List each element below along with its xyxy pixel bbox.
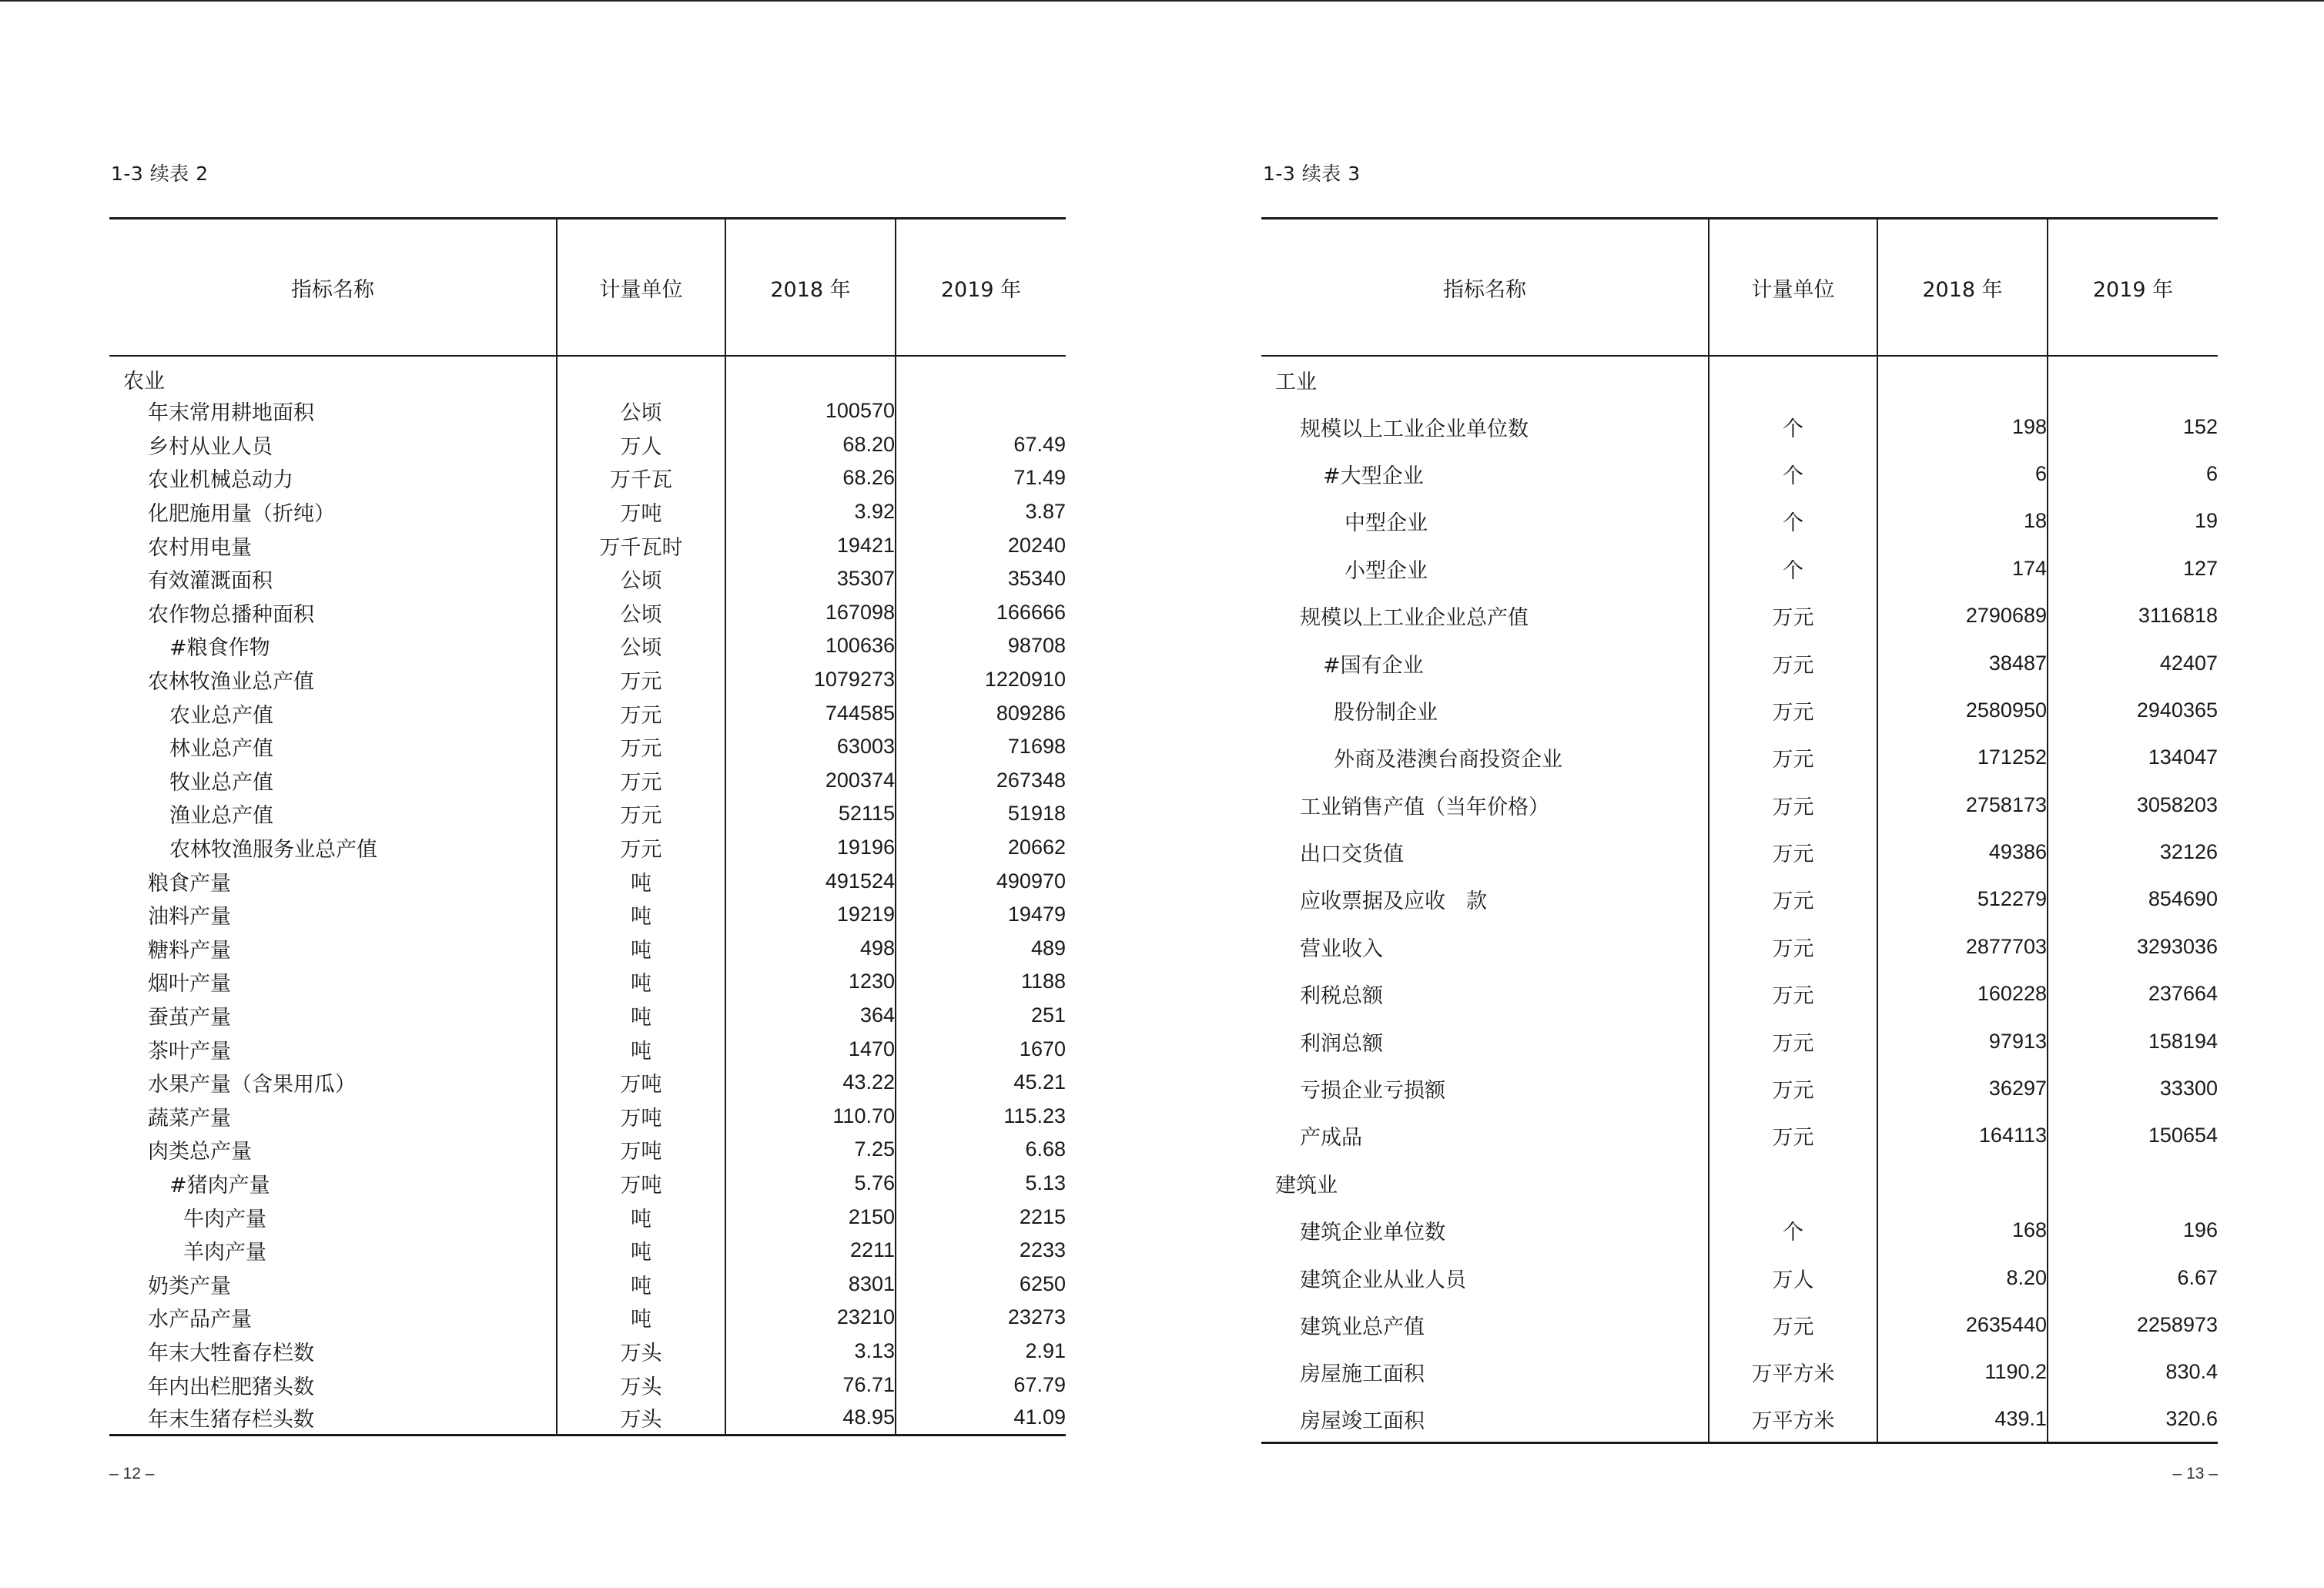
table-row xyxy=(109,1234,1066,1268)
value-2019: 3116818 xyxy=(2048,592,2218,639)
indicator-name: 年末常用耕地面积 xyxy=(148,401,314,426)
unit-cell: 万元 xyxy=(1709,1065,1877,1112)
table-row xyxy=(109,1099,1066,1133)
indicator-name: 出口交货值 xyxy=(1300,843,1404,867)
value-2019: 320.6 xyxy=(2048,1396,2218,1443)
value-2018: 2758173 xyxy=(1877,782,2048,829)
value-2019: 854690 xyxy=(2048,876,2218,923)
table-row xyxy=(109,864,1066,898)
unit-cell: 万吨 xyxy=(557,1167,725,1201)
value-2018: 68.20 xyxy=(725,428,896,462)
unit-cell: 万元 xyxy=(557,764,725,798)
table-row xyxy=(109,528,1066,562)
table-row xyxy=(1261,876,2218,923)
table-row xyxy=(109,495,1066,529)
indicator-name: 应收票据及应收 款 xyxy=(1300,889,1487,914)
value-2019: 2940365 xyxy=(2048,687,2218,734)
indicator-name: 茶叶产量 xyxy=(148,1039,231,1064)
table-row xyxy=(1261,1065,2218,1112)
unit-cell: 万吨 xyxy=(557,1133,725,1167)
unit-cell: 万元 xyxy=(1709,1112,1877,1159)
unit-cell: 个 xyxy=(1709,403,1877,450)
value-2018: 439.1 xyxy=(1877,1396,2048,1443)
indicator-name: 利税总额 xyxy=(1300,984,1383,1009)
table-row xyxy=(1261,923,2218,970)
header-year-2018: 2018 年 xyxy=(725,219,896,357)
value-2019: 1220910 xyxy=(896,663,1066,697)
table-row xyxy=(109,428,1066,462)
unit-cell: 吨 xyxy=(557,1267,725,1301)
indicator-name: 小型企业 xyxy=(1345,558,1428,583)
header-row xyxy=(1261,219,2218,357)
value-2018: 744585 xyxy=(725,696,896,730)
table-row xyxy=(1261,734,2218,781)
table-row xyxy=(109,1267,1066,1301)
value-2019: 115.23 xyxy=(896,1099,1066,1133)
value-2018: 7.25 xyxy=(725,1133,896,1167)
value-2019: 20662 xyxy=(896,831,1066,865)
value-2018: 68.26 xyxy=(725,461,896,495)
indicator-name: 中型企业 xyxy=(1345,511,1428,536)
indicator-name: 农林牧渔业总产值 xyxy=(148,670,314,695)
value-2019: 45.21 xyxy=(896,1066,1066,1100)
value-2018: 19196 xyxy=(725,831,896,865)
indicator-name: 牛肉产量 xyxy=(183,1207,266,1231)
unit-cell: 万元 xyxy=(1709,1302,1877,1348)
value-2018: 2150 xyxy=(725,1200,896,1234)
value-2019: 152 xyxy=(2048,403,2218,450)
unit-cell: 万元 xyxy=(557,797,725,831)
value-2019: 489 xyxy=(896,932,1066,966)
unit-cell: 万人 xyxy=(557,428,725,462)
indicator-name: 水产品产量 xyxy=(148,1308,252,1332)
indicator-name: 股份制企业 xyxy=(1334,700,1438,725)
header-indicator: 指标名称 xyxy=(109,219,557,357)
table-row xyxy=(109,999,1066,1033)
value-2018: 48.95 xyxy=(725,1402,896,1436)
unit-cell: 万元 xyxy=(1709,1017,1877,1064)
value-2018: 97913 xyxy=(1877,1017,2048,1064)
value-2019: 6 xyxy=(2048,451,2218,498)
table-row xyxy=(1261,1348,2218,1395)
indicator-name: 亏损企业亏损额 xyxy=(1300,1079,1445,1104)
unit-cell: 万头 xyxy=(557,1335,725,1369)
indicator-name: 农业机械总动力 xyxy=(148,468,293,493)
value-2019: 23273 xyxy=(896,1301,1066,1335)
indicator-name: 建筑企业从业人员 xyxy=(1300,1268,1466,1292)
stats-table xyxy=(109,217,1066,1436)
value-2019: 67.49 xyxy=(896,428,1066,462)
unit-cell: 万千瓦时 xyxy=(557,528,725,562)
value-2019: 2233 xyxy=(896,1234,1066,1268)
indicator-name: 乡村从业人员 xyxy=(148,434,273,459)
table-row xyxy=(1261,1017,2218,1064)
value-2018 xyxy=(725,356,896,394)
value-2018: 2211 xyxy=(725,1234,896,1268)
value-2018: 5.76 xyxy=(725,1167,896,1201)
top-rule xyxy=(0,0,2324,2)
indicator-name: 粮食产量 xyxy=(148,871,231,896)
value-2018: 1079273 xyxy=(725,663,896,697)
value-2018: 160228 xyxy=(1877,970,2048,1017)
value-2018: 43.22 xyxy=(725,1066,896,1100)
value-2018: 76.71 xyxy=(725,1368,896,1402)
indicator-name: 烟叶产量 xyxy=(148,972,231,997)
indicator-name: 年末生猪存栏头数 xyxy=(148,1408,314,1432)
value-2019: 166666 xyxy=(896,596,1066,630)
unit-cell xyxy=(557,356,725,394)
unit-cell: 吨 xyxy=(557,864,725,898)
unit-cell: 公顷 xyxy=(557,562,725,596)
unit-cell: 万元 xyxy=(557,730,725,764)
unit-cell: 万千瓦 xyxy=(557,461,725,495)
indicator-name: 产成品 xyxy=(1300,1126,1362,1151)
unit-cell: 万平方米 xyxy=(1709,1396,1877,1443)
indicator-name: 利润总额 xyxy=(1300,1031,1383,1056)
indicator-name: 建筑业 xyxy=(1275,1173,1338,1198)
unit-cell: 吨 xyxy=(557,1200,725,1234)
header-unit: 计量单位 xyxy=(1709,219,1877,357)
indicator-name: #猪肉产量 xyxy=(169,1173,270,1198)
table-row xyxy=(1261,1160,2218,1207)
value-2018: 18 xyxy=(1877,498,2048,544)
indicator-name: 农村用电量 xyxy=(148,535,252,560)
table-row xyxy=(109,1133,1066,1167)
indicator-name: 年内出栏肥猪头数 xyxy=(148,1375,314,1399)
value-2019 xyxy=(896,394,1066,428)
indicator-name: 渔业总产值 xyxy=(169,804,273,829)
unit-cell: 万吨 xyxy=(557,495,725,529)
table-title: 1-3 续表 3 xyxy=(1263,162,1361,185)
value-2019: 20240 xyxy=(896,528,1066,562)
value-2018: 498 xyxy=(725,932,896,966)
table-row xyxy=(109,1167,1066,1201)
value-2018: 8.20 xyxy=(1877,1254,2048,1301)
value-2018: 167098 xyxy=(725,596,896,630)
table-row xyxy=(109,1301,1066,1335)
header-year-2018: 2018 年 xyxy=(1877,219,2048,357)
value-2019: 158194 xyxy=(2048,1017,2218,1064)
indicator-name: 奶类产量 xyxy=(148,1274,231,1298)
indicator-name: 外商及港澳台商投资企业 xyxy=(1334,748,1562,772)
value-2018: 491524 xyxy=(725,864,896,898)
value-2018: 2790689 xyxy=(1877,592,2048,639)
table-row xyxy=(109,831,1066,865)
value-2019: 67.79 xyxy=(896,1368,1066,1402)
table-row xyxy=(1261,1396,2218,1443)
unit-cell: 万头 xyxy=(557,1368,725,1402)
table-row xyxy=(109,596,1066,630)
value-2019: 490970 xyxy=(896,864,1066,898)
indicator-name: 林业总产值 xyxy=(169,737,273,762)
value-2019: 196 xyxy=(2048,1207,2218,1254)
indicator-name: 年末大牲畜存栏数 xyxy=(148,1341,314,1365)
indicator-name: 肉类总产量 xyxy=(148,1140,252,1164)
table-row xyxy=(109,1335,1066,1369)
value-2018: 63003 xyxy=(725,730,896,764)
header-indicator: 指标名称 xyxy=(1261,219,1709,357)
table-row xyxy=(1261,782,2218,829)
header-year-2019: 2019 年 xyxy=(896,219,1066,357)
table-row xyxy=(109,898,1066,932)
unit-cell: 万元 xyxy=(1709,876,1877,923)
value-2019: 3293036 xyxy=(2048,923,2218,970)
table-title: 1-3 续表 2 xyxy=(111,162,209,185)
value-2019: 5.13 xyxy=(896,1167,1066,1201)
unit-cell: 吨 xyxy=(557,898,725,932)
indicator-name: 工业 xyxy=(1275,370,1317,394)
indicator-name: 化肥施用量（折纯） xyxy=(148,502,335,527)
value-2019: 830.4 xyxy=(2048,1348,2218,1395)
unit-cell: 吨 xyxy=(557,932,725,966)
table-row xyxy=(1261,687,2218,734)
header-unit: 计量单位 xyxy=(557,219,725,357)
unit-cell: 万人 xyxy=(1709,1254,1877,1301)
value-2018: 2635440 xyxy=(1877,1302,2048,1348)
value-2018: 198 xyxy=(1877,403,2048,450)
unit-cell: 万元 xyxy=(1709,687,1877,734)
table-row xyxy=(109,663,1066,697)
table-row xyxy=(109,1066,1066,1100)
table-row xyxy=(1261,1302,2218,1348)
unit-cell xyxy=(1709,1160,1877,1207)
table-row xyxy=(109,764,1066,798)
value-2019: 71.49 xyxy=(896,461,1066,495)
value-2018: 168 xyxy=(1877,1207,2048,1254)
value-2018 xyxy=(1877,1160,2048,1207)
unit-cell: 万平方米 xyxy=(1709,1348,1877,1395)
table-row xyxy=(109,1402,1066,1436)
value-2019: 127 xyxy=(2048,545,2218,592)
value-2018: 1470 xyxy=(725,1032,896,1066)
indicator-name: #大型企业 xyxy=(1323,464,1424,488)
value-2018: 364 xyxy=(725,999,896,1033)
unit-cell: 个 xyxy=(1709,451,1877,498)
value-2019: 1670 xyxy=(896,1032,1066,1066)
indicator-name: 农业 xyxy=(123,370,165,394)
table-row xyxy=(1261,592,2218,639)
unit-cell: 吨 xyxy=(557,965,725,999)
unit-cell: 万元 xyxy=(557,696,725,730)
value-2018: 35307 xyxy=(725,562,896,596)
table-row xyxy=(1261,639,2218,686)
value-2019: 2215 xyxy=(896,1200,1066,1234)
value-2019: 3058203 xyxy=(2048,782,2218,829)
value-2019: 251 xyxy=(896,999,1066,1033)
indicator-name: 牧业总产值 xyxy=(169,770,273,795)
unit-cell: 个 xyxy=(1709,498,1877,544)
table-row xyxy=(1261,1254,2218,1301)
header-year-2019: 2019 年 xyxy=(2048,219,2218,357)
table-row xyxy=(109,356,1066,394)
indicator-name: 农作物总播种面积 xyxy=(148,602,314,627)
unit-cell: 万元 xyxy=(1709,970,1877,1017)
value-2018: 19421 xyxy=(725,528,896,562)
value-2018: 1190.2 xyxy=(1877,1348,2048,1395)
indicator-name: 农林牧渔服务业总产值 xyxy=(169,838,377,863)
table-row xyxy=(1261,403,2218,450)
unit-cell: 万元 xyxy=(1709,734,1877,781)
value-2019: 6250 xyxy=(896,1267,1066,1301)
value-2018: 171252 xyxy=(1877,734,2048,781)
value-2018: 3.13 xyxy=(725,1335,896,1369)
value-2018: 2580950 xyxy=(1877,687,2048,734)
unit-cell xyxy=(1709,356,1877,403)
unit-cell: 个 xyxy=(1709,545,1877,592)
table-row xyxy=(109,394,1066,428)
value-2019: 2.91 xyxy=(896,1335,1066,1369)
value-2019: 33300 xyxy=(2048,1065,2218,1112)
unit-cell: 公顷 xyxy=(557,596,725,630)
table-row xyxy=(109,932,1066,966)
value-2018: 36297 xyxy=(1877,1065,2048,1112)
table-row xyxy=(109,1032,1066,1066)
value-2019: 51918 xyxy=(896,797,1066,831)
table-row xyxy=(1261,970,2218,1017)
value-2018: 2877703 xyxy=(1877,923,2048,970)
value-2019: 267348 xyxy=(896,764,1066,798)
unit-cell: 万吨 xyxy=(557,1066,725,1100)
value-2018: 52115 xyxy=(725,797,896,831)
value-2019: 35340 xyxy=(896,562,1066,596)
unit-cell: 万元 xyxy=(1709,829,1877,876)
value-2018: 512279 xyxy=(1877,876,2048,923)
value-2019: 42407 xyxy=(2048,639,2218,686)
table-row xyxy=(1261,451,2218,498)
table-row xyxy=(109,1200,1066,1234)
value-2019: 41.09 xyxy=(896,1402,1066,1436)
table-row xyxy=(1261,498,2218,544)
value-2018: 100570 xyxy=(725,394,896,428)
value-2018: 1230 xyxy=(725,965,896,999)
value-2019: 150654 xyxy=(2048,1112,2218,1159)
indicator-name: 房屋施工面积 xyxy=(1300,1362,1425,1387)
value-2019: 237664 xyxy=(2048,970,2218,1017)
table-row xyxy=(1261,1112,2218,1159)
unit-cell: 万头 xyxy=(557,1402,725,1436)
value-2019: 6.68 xyxy=(896,1133,1066,1167)
value-2018: 100636 xyxy=(725,629,896,663)
indicator-name: 营业收入 xyxy=(1300,936,1383,961)
unit-cell: 万元 xyxy=(1709,782,1877,829)
indicator-name: 有效灌溉面积 xyxy=(148,569,273,594)
table-row xyxy=(109,696,1066,730)
unit-cell: 万元 xyxy=(1709,923,1877,970)
indicator-name: 规模以上工业企业单位数 xyxy=(1300,417,1529,441)
value-2019: 19 xyxy=(2048,498,2218,544)
table-row xyxy=(109,629,1066,663)
page-number: – 13 – xyxy=(2172,1465,2218,1482)
table-row xyxy=(109,730,1066,764)
page-number: – 12 – xyxy=(109,1465,155,1482)
table-row xyxy=(1261,829,2218,876)
value-2019: 3.87 xyxy=(896,495,1066,529)
table-row xyxy=(109,461,1066,495)
value-2019: 809286 xyxy=(896,696,1066,730)
unit-cell: 万元 xyxy=(557,831,725,865)
unit-cell: 吨 xyxy=(557,1301,725,1335)
value-2018: 23210 xyxy=(725,1301,896,1335)
unit-cell: 万元 xyxy=(1709,639,1877,686)
value-2018: 19219 xyxy=(725,898,896,932)
indicator-name: 羊肉产量 xyxy=(183,1241,266,1265)
indicator-name: 蔬菜产量 xyxy=(148,1106,231,1131)
value-2018: 8301 xyxy=(725,1267,896,1301)
value-2018: 38487 xyxy=(1877,639,2048,686)
table-row xyxy=(109,797,1066,831)
indicator-name: 工业销售产值（当年价格） xyxy=(1300,795,1549,819)
unit-cell: 公顷 xyxy=(557,394,725,428)
value-2019: 32126 xyxy=(2048,829,2218,876)
indicator-name: 水果产量（含果用瓜） xyxy=(148,1073,356,1097)
value-2019: 71698 xyxy=(896,730,1066,764)
value-2019 xyxy=(2048,1160,2218,1207)
value-2018: 164113 xyxy=(1877,1112,2048,1159)
unit-cell: 吨 xyxy=(557,1032,725,1066)
indicator-name: #国有企业 xyxy=(1323,653,1424,678)
unit-cell: 吨 xyxy=(557,999,725,1033)
value-2019: 2258973 xyxy=(2048,1302,2218,1348)
table-row xyxy=(1261,545,2218,592)
indicator-name: #粮食作物 xyxy=(169,636,270,661)
indicator-name: 建筑企业单位数 xyxy=(1300,1221,1445,1245)
value-2018: 49386 xyxy=(1877,829,2048,876)
value-2019 xyxy=(896,356,1066,394)
value-2019: 134047 xyxy=(2048,734,2218,781)
table-row xyxy=(1261,1207,2218,1254)
unit-cell: 吨 xyxy=(557,1234,725,1268)
table-row xyxy=(1261,356,2218,403)
value-2019: 19479 xyxy=(896,898,1066,932)
unit-cell: 万吨 xyxy=(557,1099,725,1133)
header-row xyxy=(109,219,1066,357)
indicator-name: 蚕茧产量 xyxy=(148,1005,231,1030)
unit-cell: 万元 xyxy=(1709,592,1877,639)
value-2019: 1188 xyxy=(896,965,1066,999)
indicator-name: 农业总产值 xyxy=(169,703,273,728)
value-2018 xyxy=(1877,356,2048,403)
indicator-name: 房屋竣工面积 xyxy=(1300,1409,1425,1434)
value-2019 xyxy=(2048,356,2218,403)
indicator-name: 建筑业总产值 xyxy=(1300,1315,1425,1339)
unit-cell: 个 xyxy=(1709,1207,1877,1254)
indicator-name: 规模以上工业企业总产值 xyxy=(1300,606,1529,631)
indicator-name: 油料产量 xyxy=(148,905,231,930)
value-2018: 200374 xyxy=(725,764,896,798)
value-2018: 3.92 xyxy=(725,495,896,529)
value-2018: 110.70 xyxy=(725,1099,896,1133)
stats-table xyxy=(1261,217,2218,1444)
indicator-name: 糖料产量 xyxy=(148,938,231,963)
value-2018: 6 xyxy=(1877,451,2048,498)
value-2018: 174 xyxy=(1877,545,2048,592)
unit-cell: 公顷 xyxy=(557,629,725,663)
table-row xyxy=(109,1368,1066,1402)
table-row xyxy=(109,965,1066,999)
value-2019: 6.67 xyxy=(2048,1254,2218,1301)
table-row xyxy=(109,562,1066,596)
value-2019: 98708 xyxy=(896,629,1066,663)
unit-cell: 万元 xyxy=(557,663,725,697)
